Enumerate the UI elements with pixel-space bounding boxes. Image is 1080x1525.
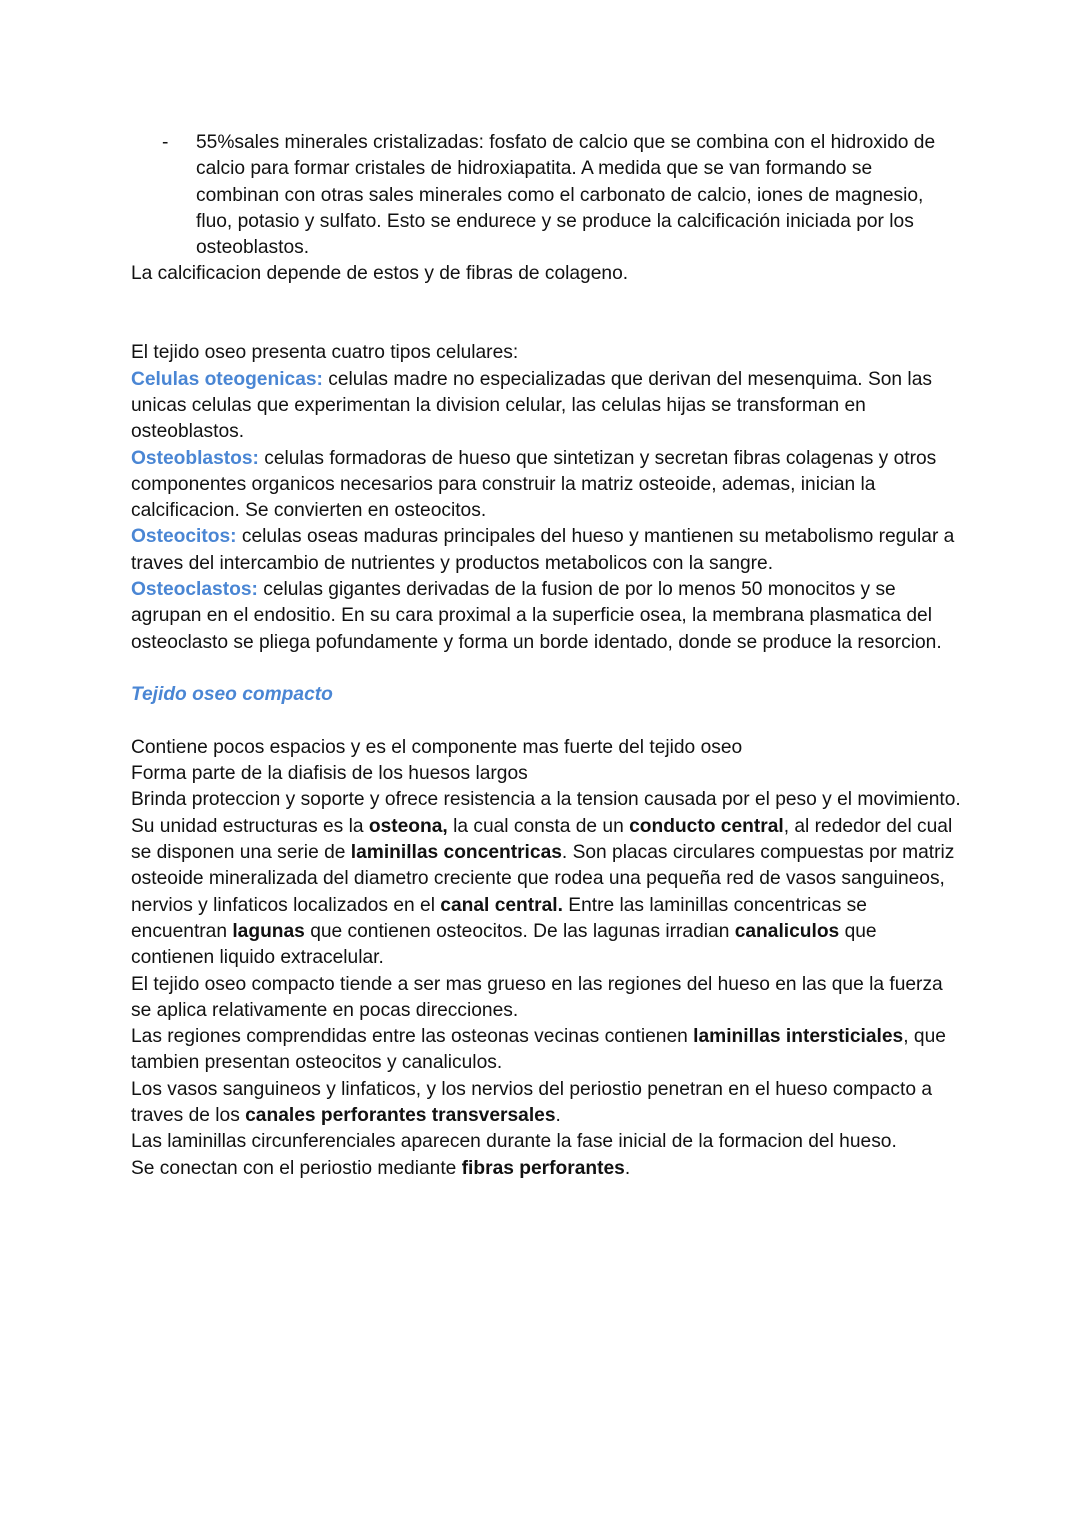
text-run: Los vasos sanguineos y linfaticos, y los nervios del periostio penetran en el hueso compacto a traves de los [131, 1078, 933, 1126]
text-run: que contienen liquido extracelular. [131, 920, 877, 969]
cell-term: Osteoblastos: [131, 447, 259, 469]
compact-line-spaces: Contiene pocos espacios y es el componente mas fuerte del tejido oseo [131, 736, 743, 758]
text-run: , que tambien presentan osteocitos y canaliculos. [131, 1026, 946, 1074]
text-run: Se conectan con el periostio mediante [131, 1157, 462, 1179]
text-run: . [624, 1157, 631, 1179]
bold-term: canal central. [440, 894, 563, 916]
calcification-note: La calcificacion depende de estos y de fibras de colageno. [131, 263, 629, 285]
compact-circumferential-line: Las laminillas circunferenciales aparecen durante la fase inicial de la formacion del hueso. [131, 1131, 897, 1153]
text-run: . Son placas circulares compuestas por matriz osteoide mineralizada del diametro creciente que rodea una pequeña red de vasos sanguineos, nervios y linfaticos localizados en el [131, 842, 955, 916]
cell-type-osteocytes [131, 524, 961, 577]
compact-line-diaphysis: Forma parte de la diafisis de los huesos largos [131, 763, 528, 785]
bold-term: canaliculos [734, 920, 840, 942]
bold-term: laminillas intersticiales [693, 1026, 904, 1048]
bold-term: lagunas [232, 920, 305, 942]
cell-types-intro: El tejido oseo presenta cuatro tipos celulares: [131, 342, 519, 364]
document-page [131, 130, 961, 1182]
text-run: . [555, 1104, 561, 1126]
compact-interstitial-paragraph [131, 1024, 961, 1077]
bold-term: canales perforantes transversales [245, 1104, 556, 1126]
bold-term: conducto central [629, 815, 784, 837]
compact-osteon-paragraph [131, 814, 961, 972]
bold-term: laminillas concentricas [350, 842, 562, 864]
cell-description: celulas madre no especializadas que derivan del mesenquima. Son las unicas celulas que experimentan la division celular, las celulas hijas se transforman en osteoblastos. [131, 368, 932, 443]
compact-vessels-paragraph [131, 1077, 961, 1130]
compact-line-protection: Brinda proteccion y soporte y ofrece resistencia a la tension causada por el peso y el movimiento. [131, 789, 961, 811]
cell-type-osteoclasts [131, 577, 961, 656]
bullet-marker: - [162, 132, 169, 153]
section-heading-compact-bone: Tejido oseo compacto [131, 684, 333, 706]
text-run: que contienen osteocitos. De las lagunas irradian [304, 920, 735, 942]
cell-description: celulas formadoras de hueso que sintetizan y secretan fibras colagenas y otros componentes organicos necesarios para construir la matriz osteoide, ademas, inician la calcificacion. Se convierten en osteocitos. [131, 447, 937, 522]
text-run: , al rededor del cual se disponen una serie de [131, 815, 953, 864]
cell-term: Osteocitos: [131, 526, 237, 548]
compact-perforating-line [131, 1156, 961, 1182]
cell-term: Celulas oteogenicas: [131, 368, 323, 390]
text-run: Entre las laminillas concentricas se encuentran [131, 894, 867, 942]
text-run: Las regiones comprendidas entre las osteonas vecinas contienen [131, 1026, 694, 1048]
text-run: Su unidad estructuras es la [131, 815, 369, 837]
cell-type-osteogenic [131, 367, 961, 446]
compact-thickness-paragraph: El tejido oseo compacto tiende a ser mas grueso en las regiones del hueso en las que la fuerza se aplica relativamente en pocas direcciones. [131, 973, 943, 1021]
cell-description: celulas gigantes derivadas de la fusion de por lo menos 50 monocitos y se agrupan en el endositio. En su cara proximal a la superficie osea, la membrana plasmatica del osteoclasto se pliega pofundamente y forma un borde identado, donde se produce la resorcion. [131, 579, 942, 653]
cell-term: Osteoclastos: [131, 579, 258, 601]
bold-term: osteona, [368, 815, 448, 837]
bold-term: fibras perforantes [461, 1157, 625, 1179]
cell-description: celulas oseas maduras principales del hueso y mantienen su metabolismo regular a traves del intercambio de nutrientes y productos metabolicos con la sangre. [131, 526, 955, 574]
text-run: la cual consta de un [447, 815, 630, 837]
bullet-item-mineral-salts [131, 130, 956, 261]
bullet-text: 55%sales minerales cristalizadas: fosfato de calcio que se combina con el hidroxido de calcio para formar cristales de hidroxiapatita. A medida que se van formando se combinan con otras sales minerales como el carbonato de calcio, iones de magnesio, fluo, potasio y sulfato. Esto se endurece y se produce la calcificación iniciada por los osteoblastos. [196, 132, 936, 259]
cell-type-osteoblasts [131, 446, 961, 525]
